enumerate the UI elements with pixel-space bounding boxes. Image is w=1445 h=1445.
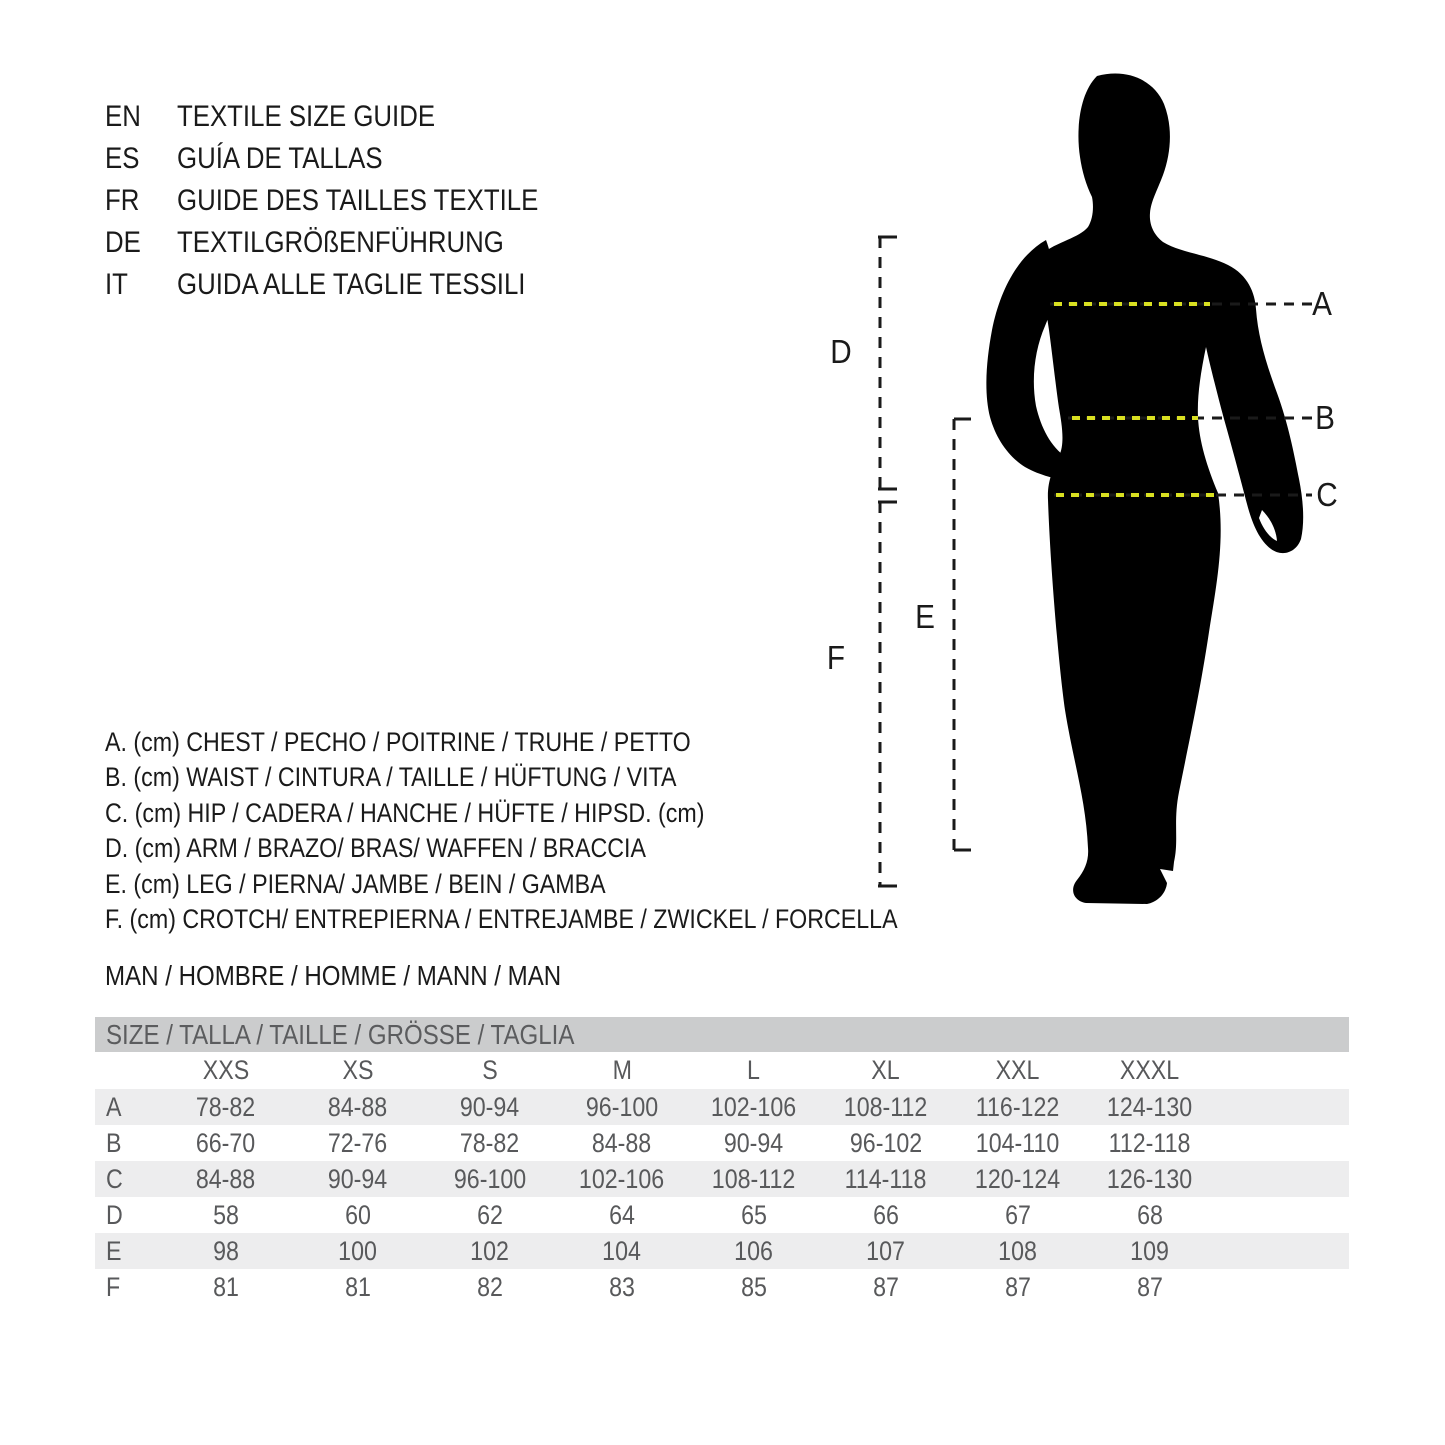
table-cell: 102 bbox=[470, 1235, 510, 1266]
language-title: TEXTILE SIZE GUIDE bbox=[177, 100, 436, 133]
table-cell: 109 bbox=[1130, 1235, 1170, 1266]
table-cell: 98 bbox=[213, 1235, 239, 1266]
table-cell: 72-76 bbox=[328, 1127, 388, 1158]
language-code: DE bbox=[105, 226, 141, 259]
table-cell: 124-130 bbox=[1107, 1091, 1193, 1122]
legend-line-chest: A. (cm) CHEST / PECHO / POITRINE / TRUHE / PETTO bbox=[105, 727, 691, 757]
table-cell: 102-106 bbox=[579, 1163, 665, 1194]
table-cell: 104 bbox=[602, 1235, 642, 1266]
language-code: IT bbox=[105, 268, 128, 301]
size-columns-row bbox=[95, 1052, 1349, 1089]
table-cell: 100 bbox=[338, 1235, 378, 1266]
size-column-header: XXS bbox=[202, 1055, 250, 1085]
table-cell: 65 bbox=[741, 1199, 767, 1230]
table-cell: 84-88 bbox=[196, 1163, 256, 1194]
figure-label-D: D bbox=[830, 333, 852, 370]
table-cell: 106 bbox=[734, 1235, 774, 1266]
table-cell: 60 bbox=[345, 1199, 371, 1230]
table-cell: 108 bbox=[998, 1235, 1038, 1266]
table-cell: 67 bbox=[1005, 1199, 1031, 1230]
table-cell: 87 bbox=[1005, 1271, 1031, 1302]
legend-line-hip: C. (cm) HIP / CADERA / HANCHE / HÜFTE / HIPSD. (cm) bbox=[105, 798, 705, 828]
table-cell: 78-82 bbox=[196, 1091, 256, 1122]
table-cell: 78-82 bbox=[460, 1127, 520, 1158]
table-cell: 120-124 bbox=[975, 1163, 1061, 1194]
table-header-bar: SIZE / TALLA / TAILLE / GRÖSSE / TAGLIA bbox=[95, 1017, 1349, 1052]
language-title: GUÍA DE TALLAS bbox=[177, 142, 383, 175]
figure-label-E: E bbox=[915, 598, 935, 635]
legend-line-crotch: F. (cm) CROTCH/ ENTREPIERNA / ENTREJAMBE / ZWICKEL / FORCELLA bbox=[105, 904, 898, 934]
table-cell: 116-122 bbox=[976, 1091, 1060, 1122]
size-column-header: XXL bbox=[996, 1055, 1040, 1085]
table-cell: 85 bbox=[741, 1271, 767, 1302]
size-table bbox=[95, 1052, 1349, 1305]
table-cell: 104-110 bbox=[976, 1127, 1060, 1158]
table-cell: 108-112 bbox=[844, 1091, 928, 1122]
table-row-B bbox=[95, 1125, 1349, 1161]
table-row-F bbox=[95, 1269, 1349, 1305]
table-cell: 87 bbox=[873, 1271, 899, 1302]
size-column-header: L bbox=[747, 1055, 761, 1085]
figure-label-A: A bbox=[1312, 285, 1332, 322]
language-code: ES bbox=[105, 142, 140, 175]
size-column-header: XL bbox=[871, 1055, 901, 1085]
row-label: F bbox=[106, 1271, 121, 1302]
table-cell: 96-100 bbox=[453, 1163, 527, 1194]
language-code: EN bbox=[105, 100, 141, 133]
table-cell: 90-94 bbox=[724, 1127, 784, 1158]
row-label: B bbox=[106, 1127, 122, 1158]
language-code: FR bbox=[105, 184, 140, 217]
size-column-header: XS bbox=[342, 1055, 374, 1085]
table-cell: 87 bbox=[1137, 1271, 1163, 1302]
table-cell: 58 bbox=[213, 1199, 239, 1230]
table-cell: 90-94 bbox=[328, 1163, 388, 1194]
size-column-header: S bbox=[482, 1055, 498, 1085]
table-cell: 68 bbox=[1137, 1199, 1163, 1230]
table-row-D bbox=[95, 1197, 1349, 1233]
row-label: A bbox=[106, 1091, 122, 1122]
table-cell: 84-88 bbox=[592, 1127, 652, 1158]
table-row-A bbox=[95, 1089, 1349, 1125]
language-title: GUIDA ALLE TAGLIE TESSILI bbox=[177, 268, 526, 301]
row-label: D bbox=[106, 1199, 123, 1230]
table-row-C bbox=[95, 1161, 1349, 1197]
table-cell: 62 bbox=[477, 1199, 503, 1230]
table-cell: 108-112 bbox=[712, 1163, 796, 1194]
table-cell: 83 bbox=[609, 1271, 635, 1302]
legend-line-waist: B. (cm) WAIST / CINTURA / TAILLE / HÜFTUNG / VITA bbox=[105, 762, 677, 792]
table-cell: 112-118 bbox=[1109, 1127, 1191, 1158]
table-cell: 96-102 bbox=[849, 1127, 923, 1158]
figure-label-B: B bbox=[1315, 399, 1335, 436]
figure-label-F: F bbox=[826, 639, 846, 676]
table-cell: 64 bbox=[609, 1199, 635, 1230]
size-column-header: M bbox=[612, 1055, 632, 1085]
legend-line-arm: D. (cm) ARM / BRAZO/ BRAS/ WAFFEN / BRACCIA bbox=[105, 833, 646, 863]
table-body bbox=[95, 1089, 1349, 1305]
man-silhouette bbox=[1036, 74, 1303, 904]
table-cell: 81 bbox=[213, 1271, 239, 1302]
table-cell: 81 bbox=[345, 1271, 371, 1302]
table-cell: 66-70 bbox=[196, 1127, 256, 1158]
figure-label-C: C bbox=[1316, 476, 1338, 513]
row-label: E bbox=[106, 1235, 122, 1266]
table-cell: 126-130 bbox=[1107, 1163, 1193, 1194]
category-title: MAN / HOMBRE / HOMME / MANN / MAN bbox=[105, 960, 562, 991]
language-title: TEXTILGRÖßENFÜHRUNG bbox=[177, 226, 504, 259]
table-cell: 96-100 bbox=[585, 1091, 659, 1122]
size-column-header: XXXL bbox=[1120, 1055, 1180, 1085]
table-cell: 84-88 bbox=[328, 1091, 388, 1122]
table-cell: 90-94 bbox=[460, 1091, 520, 1122]
table-cell: 82 bbox=[477, 1271, 503, 1302]
row-label: C bbox=[106, 1163, 123, 1194]
table-cell: 114-118 bbox=[845, 1163, 927, 1194]
language-title: GUIDE DES TAILLES TEXTILE bbox=[177, 184, 539, 217]
legend-line-leg: E. (cm) LEG / PIERNA/ JAMBE / BEIN / GAMBA bbox=[105, 869, 606, 899]
table-row-E bbox=[95, 1233, 1349, 1269]
table-cell: 102-106 bbox=[711, 1091, 797, 1122]
table-cell: 66 bbox=[873, 1199, 899, 1230]
table-cell: 107 bbox=[866, 1235, 906, 1266]
